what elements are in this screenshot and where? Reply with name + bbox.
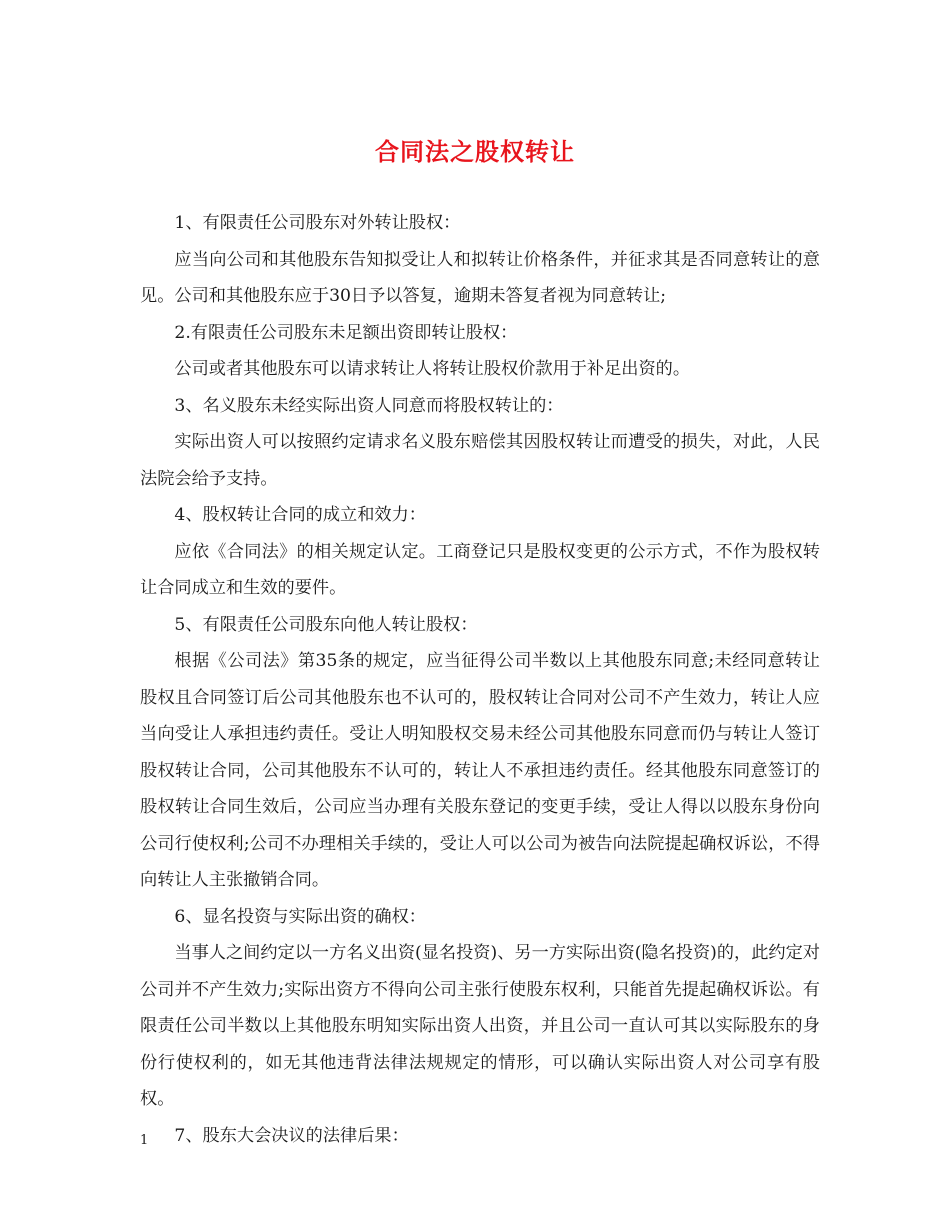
- page-number: 1: [140, 1133, 149, 1148]
- paragraph-text-1: 应当向公司和其他股东告知拟受让人和拟转让价格条件，并征求其是否同意转让的意见。公司和其他股东应于30日予以答复，逾期未答复者视为同意转让;: [140, 249, 820, 306]
- paragraph-text-3: 实际出资人可以按照约定请求名义股东赔偿其因股权转让而遭受的损失，对此，人民法院会给予支持。: [140, 432, 820, 489]
- paragraph-heading-1: 1、有限责任公司股东对外转让股权：: [174, 213, 461, 233]
- paragraph-text-5: 根据《公司法》第35条的规定，应当征得公司半数以上其他股东同意;未经同意转让股权且合同签订后公司其他股东也不认可的，股权转让合同对公司不产生效力，转让人应当向受让人承担违约责任。受让人明知股权交易未经公司其他股东同意而仍与转让人签订股权转让合同，公司其他股东不认可的，转让人不承担违约责任。经其他股东同意签订的股权转让合同生效后，公司应当办理有关股东登记的变更手续，受让人得以以股东身份向公司行使权利;公司不办理相关手续的，受让人可以公司为被告向法院提起确权诉讼，不得向转让人主张撤销合同。: [140, 651, 820, 890]
- paragraph-heading-7: 7、股东大会决议的法律后果：: [174, 1125, 409, 1146]
- paragraph-text-4: 应依《合同法》的相关规定认定。工商登记只是股权变更的公示方式，不作为股权转让合同成立和生效的要件。: [140, 541, 820, 598]
- paragraph-heading-5: 5、有限责任公司股东向他人转让股权：: [174, 614, 478, 635]
- paragraph-heading-2: 2.有限责任公司股东未足额出资即转让股权：: [174, 322, 518, 343]
- paragraph-heading-3: 3、名义股东未经实际出资人同意而将股权转让的：: [174, 395, 564, 416]
- paragraph-text-2: 公司或者其他股东可以请求转让人将转让股权价款用于补足出资的。: [174, 359, 691, 379]
- paragraph-text-6: 当事人之间约定以一方名义出资(显名投资)、另一方实际出资(隐名投资)的，此约定对公司并不产生效力;实际出资方不得向公司主张行使股东权利，只能首先提起确权诉讼。有限责任公司半数以上其他股东明知实际出资人出资，并且公司一直认可其以实际股东的身份行使权利的，如无其他违背法律法规规定的情形，可以确认实际出资人对公司享有股权。: [140, 943, 820, 1109]
- document-body: [140, 205, 820, 1154]
- paragraph-heading-6: 6、显名投资与实际出资的确权：: [174, 906, 426, 927]
- document-title: 合同法之股权转让: [375, 137, 575, 166]
- paragraph-heading-4: 4、股权转让合同的成立和效力：: [174, 505, 426, 525]
